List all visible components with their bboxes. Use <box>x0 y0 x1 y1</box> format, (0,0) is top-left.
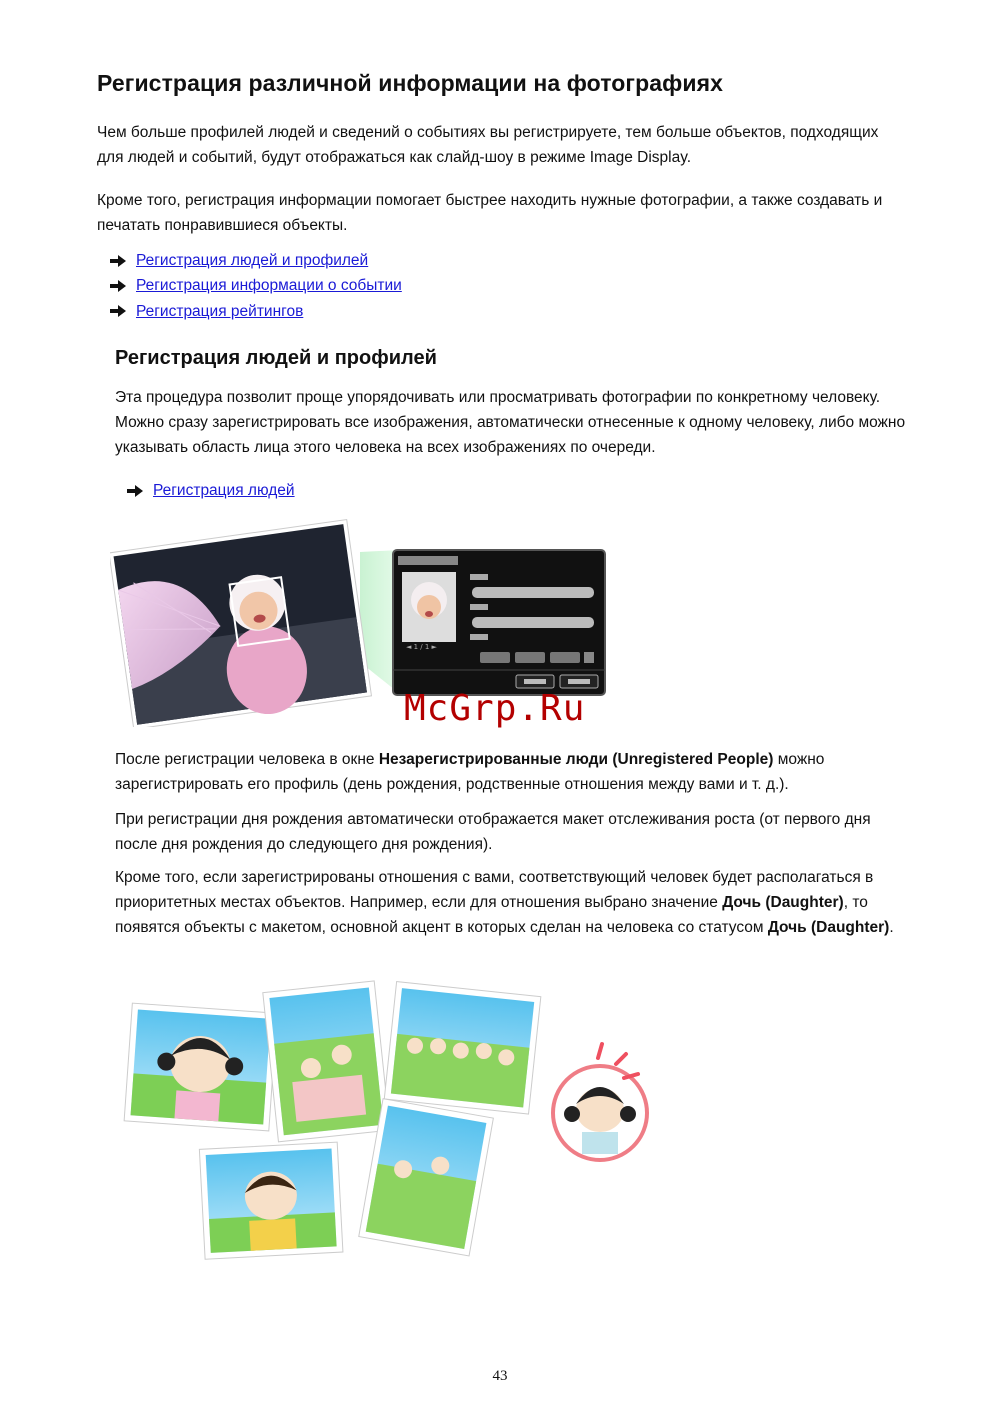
collage-photo <box>124 1003 277 1131</box>
section-heading: Регистрация людей и профилей <box>115 347 437 369</box>
photo-frame <box>110 520 372 727</box>
list-item <box>110 248 402 273</box>
collage-photo <box>199 1142 343 1259</box>
link-event-info[interactable]: Регистрация информации о событии <box>136 277 402 295</box>
arrow-right-icon <box>110 280 126 292</box>
intro-paragraph-2: Кроме того, регистрация информации помогает быстрее находить нужные фотографии, а также создавать и печатать понравившиеся объекты. <box>97 192 883 234</box>
paragraph-birthday: При регистрации дня рождения автоматически отображается макет отслеживания роста (от первого дня после дня рождения до следующего дня рождения). <box>115 811 871 853</box>
list-item <box>110 299 402 324</box>
link-list <box>110 248 402 324</box>
collage-photo <box>384 982 541 1115</box>
arrow-right-icon <box>110 305 126 317</box>
page-number: 43 <box>492 1368 508 1384</box>
paragraph-unregistered-people: После регистрации человека в окне Незарегистрированные люди (Unregistered People) можно зарегистрировать его профиль (день рождения, родственные отношения между вами и т. д.). <box>115 751 825 793</box>
collage-photo <box>263 981 390 1142</box>
arrow-right-icon <box>110 255 126 267</box>
link-ratings[interactable]: Регистрация рейтингов <box>136 302 304 320</box>
list-item <box>110 273 402 298</box>
intro-paragraph-1: Чем больше профилей людей и сведений о событиях вы регистрируете, тем больше объектов, подходящих для людей и событий, будут отображаться как слайд-шоу в режиме Image Display. <box>97 124 879 166</box>
link-people-profiles[interactable]: Регистрация людей и профилей <box>136 252 369 270</box>
watermark: McGrp.Ru <box>404 688 586 729</box>
dialog-pager: ◄ 1 / 1 ► <box>406 643 437 651</box>
sublink-row <box>127 478 295 503</box>
photo-collage-illustration <box>120 978 665 1278</box>
arrow-right-icon <box>127 485 143 497</box>
profile-dialog <box>393 550 605 695</box>
daughter-highlight <box>553 1044 647 1160</box>
link-register-people[interactable]: Регистрация людей <box>153 482 295 499</box>
paragraph-relationship: Кроме того, если зарегистрированы отношения с вами, соответствующий человек будет располагаться в приоритетных местах объектов. Например, если для отношения выбрано значение Дочь (Daughter), то появятся объекты с макетом, основной акцент в которых сделан на человека со статусом Дочь (Daughter). <box>115 869 894 936</box>
collage-photo <box>359 1099 494 1256</box>
page-title: Регистрация различной информации на фотографиях <box>97 70 724 96</box>
section-paragraph: Эта процедура позволит проще упорядочивать или просматривать фотографии по конкретному человеку. Можно сразу зарегистрировать все изображения, автоматически отнесенные к одному человеку, либо можно указывать область лица этого человека на всех изображениях по очереди. <box>115 389 906 456</box>
